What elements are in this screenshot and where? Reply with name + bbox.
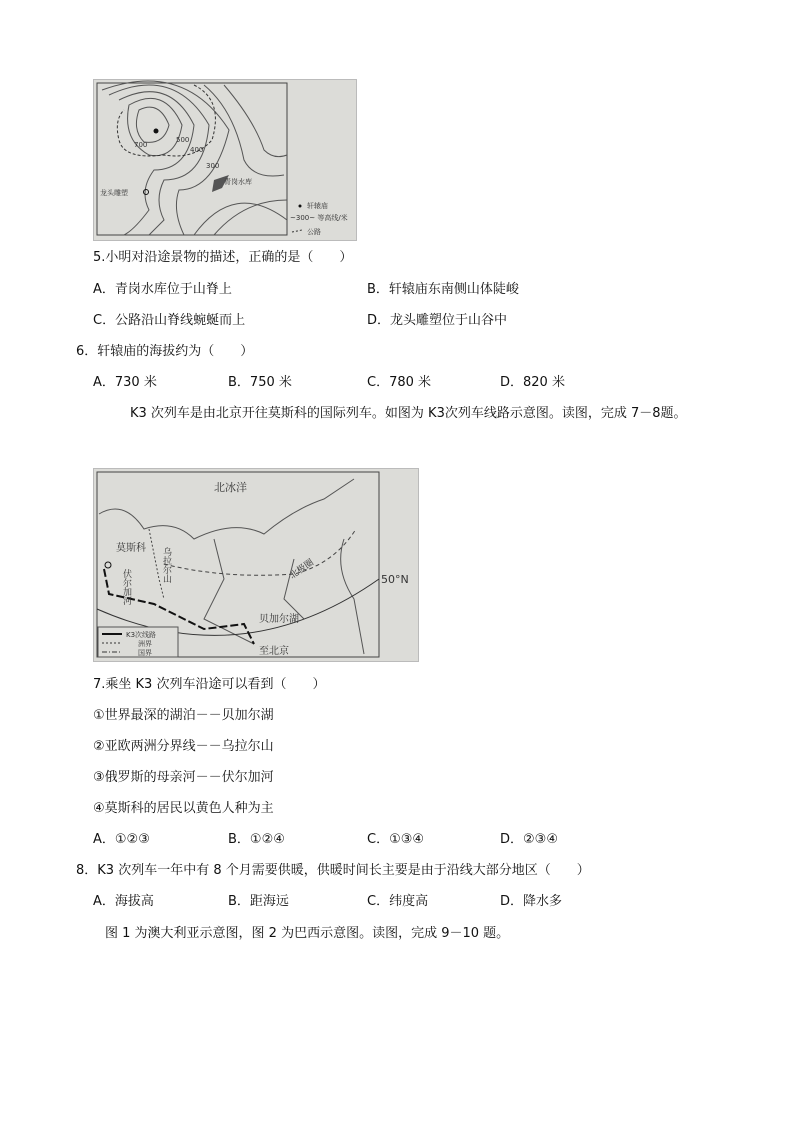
q6-stem: 6．轩辕庙的海拔约为（ ）: [76, 344, 254, 359]
k3-route-map: [94, 469, 418, 661]
q5-option-d[interactable]: D．龙头雕塑位于山谷中: [367, 313, 508, 328]
label-arctic-ocean: 北冰洋: [214, 481, 247, 494]
q7-item-3: ③俄罗斯的母亲河－－伏尔加河: [93, 770, 274, 785]
q7-item-1: ①世界最深的湖泊－－贝加尔湖: [93, 708, 274, 723]
label-50n: 50°N: [381, 573, 409, 586]
reservoir-label: 青岗水库: [224, 178, 252, 186]
legend-contour: ~300~ 等高线/米: [290, 214, 348, 222]
k3-route-map-figure: [93, 468, 419, 662]
contour-label-300: 300: [206, 162, 220, 170]
label-to-beijing: 至北京: [259, 646, 289, 657]
q7-stem: 7.乘坐 K3 次列车沿途可以看到（ ）: [93, 677, 326, 692]
q8-option-a[interactable]: A．海拔高: [93, 894, 154, 909]
legend-temple: 轩辕庙: [307, 202, 328, 210]
q6-option-d[interactable]: D．820 米: [500, 375, 565, 390]
q7-item-4: ④莫斯科的居民以黄色人种为主: [93, 801, 274, 816]
label-baikal: 贝加尔湖: [259, 614, 299, 625]
q8-option-c[interactable]: C．纬度高: [367, 894, 429, 909]
q8-stem: 8．K3 次列车一年中有 8 个月需要供暖，供暖时间长主要是由于沿线大部分地区（ ）: [76, 863, 590, 878]
contour-map: [94, 80, 356, 240]
q5-option-a[interactable]: A．青岗水库位于山脊上: [93, 282, 232, 297]
statue-label: 龙头雕塑: [100, 189, 128, 197]
legend-k3-route: K3次线路: [126, 631, 157, 639]
q7-option-d[interactable]: D．②③④: [500, 832, 558, 847]
q8-option-d[interactable]: D．降水多: [500, 894, 563, 909]
contour-label-400: 400: [190, 146, 204, 154]
q7-option-c[interactable]: C．①③④: [367, 832, 425, 847]
label-arctic-circle: 北极圈: [287, 557, 316, 582]
legend-road: 公路: [307, 228, 321, 236]
contour-label-500: 500: [176, 136, 190, 144]
label-volga: 伏尔加河: [121, 569, 131, 605]
q7-option-a[interactable]: A．①②③: [93, 832, 150, 847]
q6-option-b[interactable]: B．750 米: [228, 375, 292, 390]
legend-continent-border: 洲界: [138, 640, 152, 648]
contour-label-700: 700: [134, 141, 148, 149]
label-ural: 乌拉尔山: [161, 547, 171, 583]
q6-option-c[interactable]: C．780 米: [367, 375, 432, 390]
intro-7-8: K3 次列车是由北京开往莫斯科的国际列车。如图为 K3次列车线路示意图。读图，完成 7－8题。: [130, 406, 687, 421]
label-moscow: 莫斯科: [116, 543, 146, 554]
q7-item-2: ②亚欧两洲分界线－－乌拉尔山: [93, 739, 274, 754]
q5-stem: 5.小明对沿途景物的描述，正确的是（ ）: [93, 250, 353, 265]
q6-option-a[interactable]: A．730 米: [93, 375, 157, 390]
q5-option-c[interactable]: C．公路沿山脊线蜿蜒而上: [93, 313, 246, 328]
q8-option-b[interactable]: B．距海远: [228, 894, 289, 909]
contour-map-figure: [93, 79, 357, 241]
legend-country-border: 国界: [138, 649, 152, 657]
q7-option-b[interactable]: B．①②④: [228, 832, 285, 847]
intro-9-10: 图 1 为澳大利亚示意图，图 2 为巴西示意图。读图，完成 9－10 题。: [105, 926, 510, 941]
q5-option-b[interactable]: B．轩辕庙东南侧山体陡峻: [367, 282, 519, 297]
